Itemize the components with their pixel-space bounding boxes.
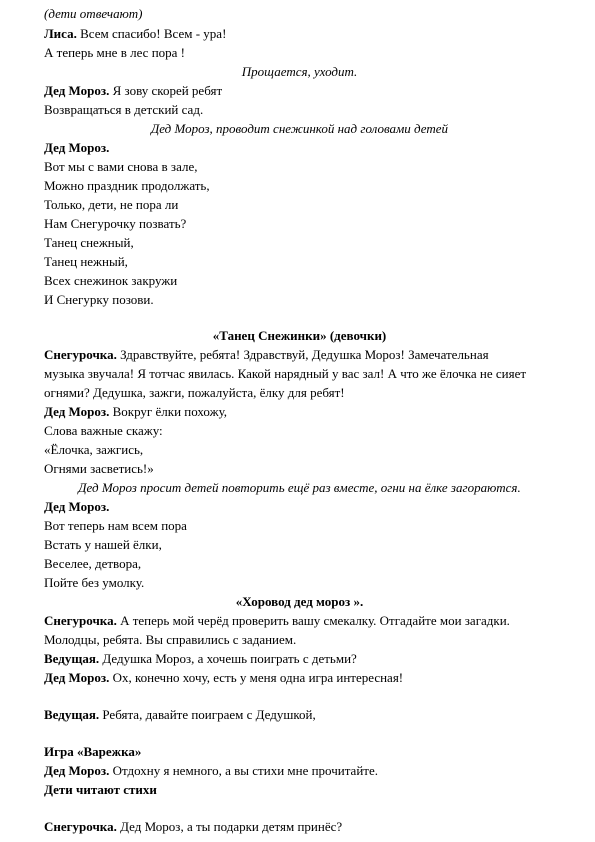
line-text: Вокруг ёлки похожу, bbox=[109, 404, 228, 419]
text-line bbox=[44, 744, 555, 760]
text-line bbox=[44, 83, 555, 99]
text-line bbox=[44, 613, 555, 629]
text-line bbox=[44, 102, 555, 118]
line-text: Вот теперь нам всем пора bbox=[44, 518, 187, 533]
stage-direction: Дед Мороз просит детей повторить ещё раз вместе, огни на ёлке загораются. bbox=[78, 480, 521, 495]
line-text: Дедушка Мороз, а хочешь поиграть с детьми? bbox=[99, 651, 357, 666]
speaker-label: Дед Мороз. bbox=[44, 499, 110, 514]
text-line bbox=[44, 499, 555, 515]
text-line bbox=[44, 556, 555, 572]
line-text: Нам Снегурочку позвать? bbox=[44, 216, 187, 231]
text-line bbox=[44, 328, 555, 344]
line-text: А теперь мой черёд проверить вашу смекалку. Отгадайте мои загадки. bbox=[116, 613, 510, 628]
line-text: Огнями засветись!» bbox=[44, 461, 154, 476]
line-text: Здравствуйте, ребята! Здравствуй, Дедушка Мороз! Замечательная bbox=[116, 347, 489, 362]
text-line bbox=[44, 575, 555, 591]
text-line bbox=[44, 64, 555, 80]
text-line bbox=[44, 632, 555, 648]
line-text: Всех снежинок закружи bbox=[44, 273, 178, 288]
text-line bbox=[44, 819, 555, 835]
speaker-label: Лиса. bbox=[44, 26, 77, 41]
text-line bbox=[44, 235, 555, 251]
line-text: Всем спасибо! Всем - ура! bbox=[76, 26, 227, 41]
speaker-label: Снегурочка. bbox=[44, 819, 117, 834]
text-line bbox=[44, 385, 555, 401]
speaker-label: Снегурочка. bbox=[44, 347, 117, 362]
line-text: Можно праздник продолжать, bbox=[44, 178, 210, 193]
text-line bbox=[44, 273, 555, 289]
line-text: Ох, конечно хочу, есть у меня одна игра интересная! bbox=[109, 670, 404, 685]
text-line bbox=[44, 254, 555, 270]
line-text: Танец нежный, bbox=[44, 254, 128, 269]
text-line bbox=[44, 292, 555, 308]
text-line bbox=[44, 366, 555, 382]
text-line bbox=[44, 461, 555, 477]
line-text: Слова важные скажу: bbox=[44, 423, 163, 438]
speaker-label: Дед Мороз. bbox=[44, 83, 110, 98]
text-line bbox=[44, 651, 555, 667]
text-line bbox=[44, 26, 555, 42]
line-text: Ребята, давайте поиграем с Дедушкой, bbox=[99, 707, 316, 722]
text-line bbox=[44, 45, 555, 61]
text-line bbox=[44, 537, 555, 553]
speaker-label: Дед Мороз. bbox=[44, 670, 110, 685]
line-text: Возвращаться в детский сад. bbox=[44, 102, 204, 117]
speaker-label: Ведущая. bbox=[44, 651, 100, 666]
text-line bbox=[44, 763, 555, 779]
text-line bbox=[44, 347, 555, 363]
line-text: Отдохну я немного, а вы стихи мне прочитайте. bbox=[109, 763, 378, 778]
speaker-label: Дед Мороз. bbox=[44, 140, 110, 155]
text-line bbox=[44, 140, 555, 156]
line-text: Пойте без умолку. bbox=[44, 575, 145, 590]
line-text: Вот мы с вами снова в зале, bbox=[44, 159, 198, 174]
line-text: Я зову скорей ребят bbox=[109, 83, 223, 98]
speaker-label: Игра «Варежка» bbox=[44, 744, 142, 759]
stage-direction: Дед Мороз, проводит снежинкой над головами детей bbox=[150, 121, 449, 136]
text-line bbox=[44, 216, 555, 232]
text-line bbox=[44, 782, 555, 798]
line-text: И Снегурку позови. bbox=[44, 292, 154, 307]
line-text: «Ёлочка, зажгись, bbox=[44, 442, 144, 457]
text-line bbox=[44, 404, 555, 420]
line-text: Встать у нашей ёлки, bbox=[44, 537, 162, 552]
text-line bbox=[44, 442, 555, 458]
stage-direction: Прощается, уходит. bbox=[241, 64, 358, 79]
speaker-label: «Танец Снежинки» (девочки) bbox=[212, 328, 387, 343]
text-line bbox=[44, 197, 555, 213]
text-line bbox=[44, 178, 555, 194]
speaker-label: Дед Мороз. bbox=[44, 404, 110, 419]
speaker-label: Дети читают стихи bbox=[44, 782, 157, 797]
line-text: Только, дети, не пора ли bbox=[44, 197, 179, 212]
text-line bbox=[44, 670, 555, 686]
speaker-label: «Хоровод дед мороз ». bbox=[235, 594, 364, 609]
text-line bbox=[44, 121, 555, 137]
line-text: Танец снежный, bbox=[44, 235, 134, 250]
line-text: музыка звучала! Я тотчас явилась. Какой нарядный у вас зал! А что же ёлочка не сияет bbox=[44, 366, 527, 381]
speaker-label: Дед Мороз. bbox=[44, 763, 110, 778]
stage-direction: (дети отвечают) bbox=[44, 6, 143, 21]
line-text: Молодцы, ребята. Вы справились с заданием. bbox=[44, 632, 297, 647]
speaker-label: Ведущая. bbox=[44, 707, 100, 722]
text-line bbox=[44, 594, 555, 610]
line-text: Дед Мороз, а ты подарки детям принёс? bbox=[116, 819, 343, 834]
line-text: огнями? Дедушка, зажги, пожалуйста, ёлку для ребят! bbox=[44, 385, 345, 400]
text-line bbox=[44, 423, 555, 439]
text-line bbox=[44, 518, 555, 534]
line-text: А теперь мне в лес пора ! bbox=[44, 45, 185, 60]
text-line bbox=[44, 159, 555, 175]
line-text: Веселее, детвора, bbox=[44, 556, 142, 571]
speaker-label: Снегурочка. bbox=[44, 613, 117, 628]
text-line bbox=[44, 6, 555, 22]
text-line bbox=[44, 707, 555, 723]
text-line bbox=[44, 480, 555, 496]
